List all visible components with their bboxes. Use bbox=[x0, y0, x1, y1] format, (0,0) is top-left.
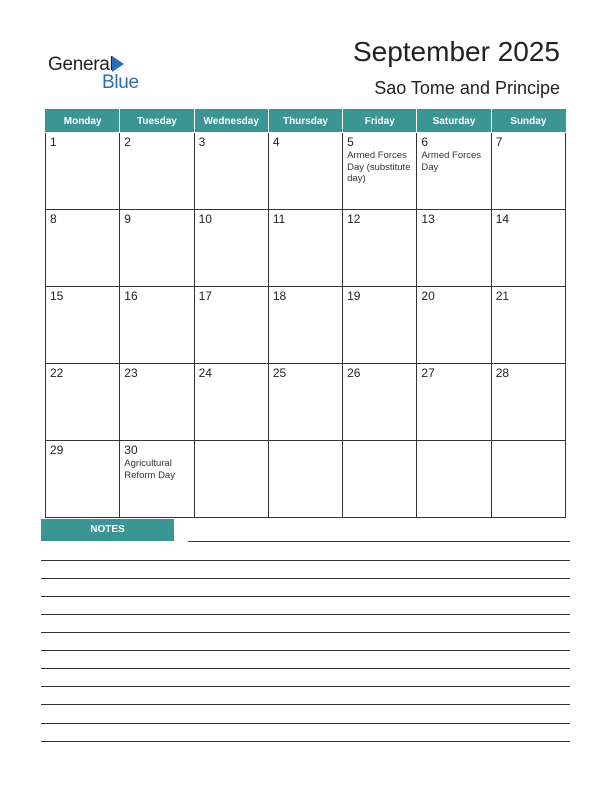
notes-rule-line bbox=[188, 541, 570, 542]
day-cell bbox=[491, 287, 565, 364]
day-number: 16 bbox=[124, 289, 138, 303]
day-number: 26 bbox=[347, 366, 361, 380]
day-cell bbox=[343, 287, 417, 364]
day-number: 4 bbox=[272, 135, 280, 149]
day-number: 7 bbox=[495, 135, 503, 149]
calendar-grid bbox=[45, 109, 566, 518]
day-cell bbox=[194, 364, 268, 441]
day-cell bbox=[343, 364, 417, 441]
day-cell bbox=[417, 364, 491, 441]
day-cell bbox=[194, 210, 268, 287]
day-number: 15 bbox=[50, 289, 64, 303]
page-title: September 2025 bbox=[352, 36, 560, 67]
notes-rule-line bbox=[41, 596, 570, 597]
notes-rule-line bbox=[41, 650, 570, 651]
calendar-body bbox=[46, 133, 566, 518]
day-cell bbox=[417, 287, 491, 364]
notes-rule-line bbox=[41, 668, 570, 669]
holiday-label: Armed Forces Day bbox=[421, 150, 482, 173]
day-cell bbox=[343, 210, 417, 287]
day-cell bbox=[268, 133, 342, 210]
logo-flag-icon bbox=[112, 56, 124, 72]
day-cell bbox=[417, 133, 491, 210]
day-number: 2 bbox=[124, 135, 131, 149]
weekday-thursday: Thursday bbox=[268, 110, 342, 133]
day-number: 12 bbox=[347, 212, 361, 226]
day-cell bbox=[343, 441, 417, 518]
day-cell bbox=[194, 287, 268, 364]
day-number: 24 bbox=[198, 366, 212, 380]
notes-rule-line bbox=[41, 686, 570, 687]
day-number: 25 bbox=[272, 366, 287, 380]
weekday-sunday: Sunday bbox=[491, 110, 565, 133]
holiday-label: Agricultural Reform Day bbox=[124, 458, 175, 481]
day-cell bbox=[491, 364, 565, 441]
day-cell bbox=[268, 287, 342, 364]
day-number: 18 bbox=[272, 289, 287, 303]
calendar-week-row bbox=[46, 133, 566, 210]
weekday-tuesday: Tuesday bbox=[120, 110, 194, 133]
day-number: 23 bbox=[124, 366, 138, 380]
day-number: 11 bbox=[272, 212, 286, 226]
day-cell bbox=[120, 364, 194, 441]
general-blue-logo bbox=[48, 52, 158, 92]
day-number: 20 bbox=[421, 289, 435, 303]
day-number: 21 bbox=[495, 289, 510, 303]
day-cell bbox=[268, 364, 342, 441]
logo-word-blue: Blue bbox=[102, 72, 139, 93]
notes-header: NOTES bbox=[41, 519, 174, 541]
day-number: 5 bbox=[347, 135, 354, 149]
day-cell bbox=[120, 210, 194, 287]
weekday-friday: Friday bbox=[343, 110, 417, 133]
day-number: 8 bbox=[50, 212, 57, 226]
day-cell bbox=[491, 441, 565, 518]
day-cell bbox=[46, 441, 120, 518]
day-number: 6 bbox=[421, 135, 429, 149]
calendar-week-row bbox=[46, 287, 566, 364]
day-cell bbox=[120, 133, 194, 210]
notes-rule-line bbox=[41, 578, 570, 579]
logo-word-general: General bbox=[48, 54, 114, 75]
day-cell bbox=[491, 133, 565, 210]
day-number: 29 bbox=[50, 443, 64, 457]
day-number: 9 bbox=[124, 212, 131, 226]
day-cell bbox=[46, 364, 120, 441]
notes-rule-line bbox=[41, 632, 570, 633]
day-number: 3 bbox=[198, 135, 206, 149]
day-number: 30 bbox=[124, 443, 138, 457]
day-number: 17 bbox=[198, 289, 212, 303]
calendar-week-row bbox=[46, 441, 566, 518]
day-cell bbox=[46, 210, 120, 287]
notes-rule-line bbox=[41, 723, 570, 724]
country-subtitle: Sao Tome and Principe bbox=[374, 78, 560, 98]
day-cell bbox=[417, 441, 491, 518]
day-number: 19 bbox=[347, 289, 361, 303]
weekday-header-row bbox=[46, 110, 566, 133]
notes-rule-line bbox=[41, 614, 570, 615]
day-cell bbox=[268, 441, 342, 518]
day-cell bbox=[194, 133, 268, 210]
notes-rule-line bbox=[41, 741, 570, 742]
day-cell bbox=[491, 210, 565, 287]
day-cell bbox=[46, 133, 120, 210]
holiday-label: Armed Forces Day (substitute day) bbox=[347, 150, 411, 184]
day-cell bbox=[194, 441, 268, 518]
calendar-week-row bbox=[46, 210, 566, 287]
day-number: 28 bbox=[495, 366, 510, 380]
day-cell bbox=[120, 441, 194, 518]
day-cell bbox=[120, 287, 194, 364]
day-number: 10 bbox=[198, 212, 212, 226]
notes-rule-line bbox=[41, 704, 570, 705]
calendar-week-row bbox=[46, 364, 566, 441]
weekday-monday: Monday bbox=[46, 110, 120, 133]
day-cell bbox=[46, 287, 120, 364]
day-cell bbox=[343, 133, 417, 210]
weekday-wednesday: Wednesday bbox=[194, 110, 268, 133]
day-number: 27 bbox=[421, 366, 435, 380]
day-cell bbox=[268, 210, 342, 287]
notes-rule-line bbox=[41, 560, 570, 561]
day-number: 1 bbox=[50, 135, 57, 149]
weekday-saturday: Saturday bbox=[417, 110, 491, 133]
day-number: 14 bbox=[495, 212, 510, 226]
day-cell bbox=[417, 210, 491, 287]
day-number: 13 bbox=[421, 212, 435, 226]
day-number: 22 bbox=[50, 366, 64, 380]
